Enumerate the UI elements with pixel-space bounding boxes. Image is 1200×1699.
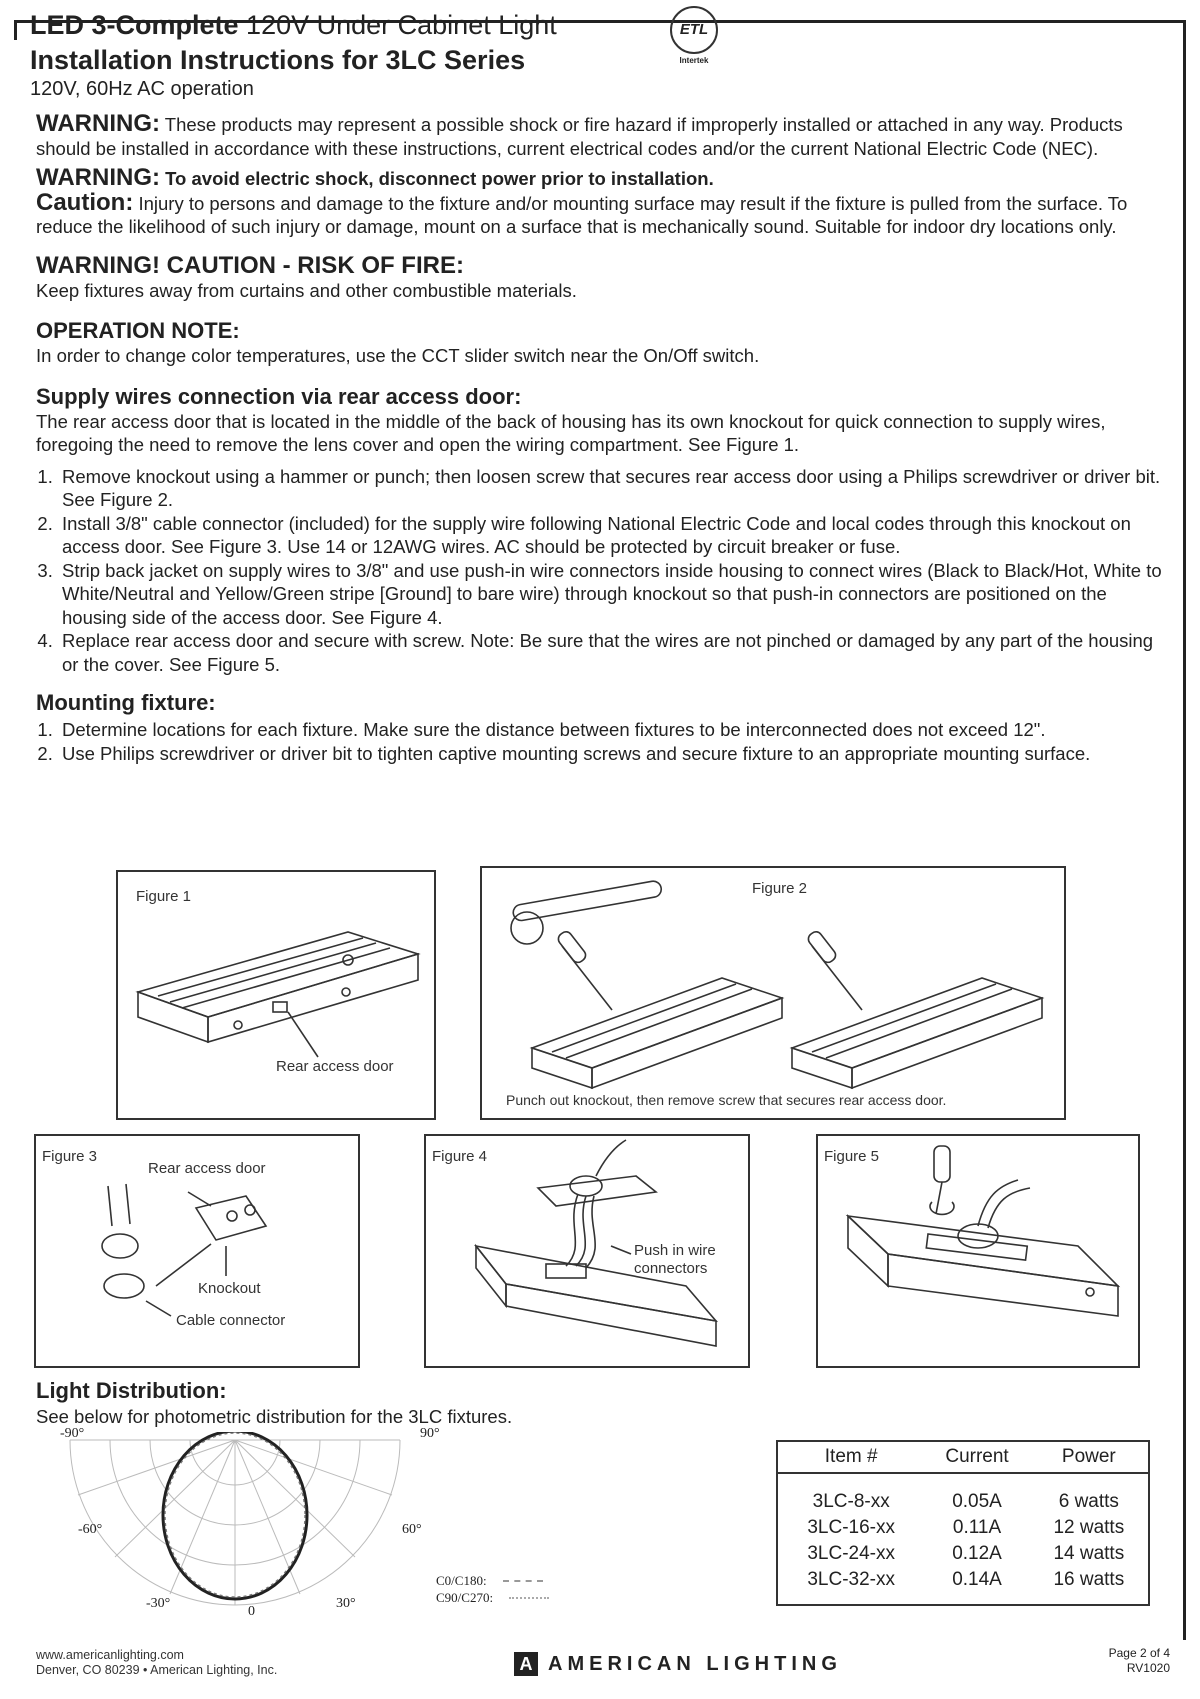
angle-label: -90°: [60, 1426, 85, 1441]
figure-2-caption: Punch out knockout, then remove screw that secures rear access door.: [506, 1092, 947, 1108]
column-header: Item #: [777, 1441, 924, 1473]
supply-step: 3. Strip back jacket on supply wires to 3/8" and use push-in wire connectors inside housing to connect wires (Black to Black/Hot, White to White/Neutral and Yellow/Green stripe [Ground] to bare wire) through knockout so that push-in connectors are positioned on the housing side of the access door. See Figure 4.: [58, 559, 1166, 630]
legend-entry: C0/C180:: [436, 1572, 549, 1589]
table-header-row: [777, 1441, 1149, 1473]
supply-wires-section: [36, 384, 1166, 677]
footer-contact: [36, 1648, 277, 1678]
fire-warning-title: WARNING! CAUTION - RISK OF FIRE:: [36, 251, 464, 279]
spec-table: [776, 1440, 1150, 1606]
table-row: 3LC-32-xx 0.14A 16 watts: [807, 1569, 1125, 1590]
rear-access-door-callout: Rear access door: [276, 1058, 394, 1075]
cable-connector-callout: Cable connector: [176, 1312, 286, 1329]
table-row: 3LC-8-xx 0.05A 6 watts: [812, 1491, 1119, 1512]
supply-steps-list: [36, 465, 1166, 677]
brand-logo: [514, 1652, 842, 1676]
figure-3: [34, 1134, 360, 1368]
angle-label: -60°: [78, 1522, 103, 1537]
table-row: 3LC-24-xx 0.12A 14 watts: [807, 1543, 1125, 1564]
figure-1: [116, 870, 436, 1120]
door-replacement-illustration: [818, 1136, 1138, 1366]
operation-note-section: [36, 318, 1166, 368]
supply-wires-title: Supply wires connection via rear access door:: [36, 383, 522, 409]
footer-page-info: [1090, 1646, 1170, 1676]
mounting-title: Mounting fixture:: [36, 690, 216, 715]
figure-1-label: Figure 1: [136, 888, 192, 905]
angle-label: 0: [248, 1604, 255, 1619]
supply-step: 4. Replace rear access door and secure with screw. Note: Be sure that the wires are not pinched or damaged by any part of the housing or the cover. See Figure 5.: [58, 629, 1166, 676]
figure-3-label: Figure 3: [42, 1148, 98, 1165]
knockout-callout: Knockout: [198, 1280, 261, 1297]
supply-step: 2. Install 3/8" cable connector (included) for the supply wire following National Electric Code and local codes through this knockout on access door. See Figure 3. Use 14 or 12AWG wires. AC should be protected by circuit breaker or fuse.: [58, 512, 1166, 559]
knockout-removal-illustration: [482, 868, 1064, 1118]
operation-note-title: OPERATION NOTE:: [36, 318, 240, 343]
supply-step: 1. Remove knockout using a hammer or punch; then loosen screw that secures rear access door using a Philips screwdriver or driver bit. See Figure 2.: [58, 465, 1166, 512]
figure-4: [424, 1134, 750, 1368]
page-number: Page 2 of 4: [1108, 1646, 1170, 1660]
light-distribution-title: Light Distribution:: [36, 1378, 227, 1403]
operation-spec: 120V, 60Hz AC operation: [30, 78, 254, 100]
mounting-section: [36, 690, 1166, 765]
supply-wires-intro: The rear access door that is located in the middle of the back of housing has its own knockout for quick connection to supply wires, foregoing the need to remove the lens cover and open the wiring compartment. See Figure 1.: [36, 410, 1106, 455]
document-header: [30, 10, 557, 101]
instructions-body: [36, 112, 1166, 765]
document-title: LED 3-Complete 120V Under Cabinet Light: [30, 10, 557, 40]
page-border-corner: [14, 20, 17, 40]
mounting-steps-list: [36, 718, 1166, 765]
brand-mark-icon: A: [514, 1652, 538, 1676]
mounting-step: 1. Determine locations for each fixture. Make sure the distance between fixtures to be interconnected does not exceed 12".: [58, 718, 1166, 742]
legend-swatch-dashed: [503, 1580, 543, 1582]
website-text: www.americanlighting.com: [36, 1648, 184, 1662]
fire-warning-section: [36, 253, 1166, 303]
figure-5-label: Figure 5: [824, 1148, 880, 1165]
fire-warning-text: Keep fixtures away from curtains and other combustible materials.: [36, 279, 577, 301]
figure-5: [816, 1134, 1140, 1368]
operation-note-text: In order to change color temperatures, use the CCT slider switch near the On/Off switch.: [36, 345, 760, 366]
figure-2-label: Figure 2: [752, 880, 808, 897]
intertek-label: Intertek: [679, 56, 709, 65]
warning-shock: WARNING: To avoid electric shock, disconnect power prior to installation.: [36, 164, 714, 191]
angle-label: 30°: [336, 1596, 356, 1611]
photometric-polar-diagram: [50, 1426, 440, 1619]
column-header: Power: [1030, 1441, 1149, 1473]
angle-label: 90°: [420, 1426, 440, 1441]
polar-legend: [436, 1572, 549, 1606]
mounting-step: 2. Use Philips screwdriver or driver bit to tighten captive mounting screws and secure fixture to an appropriate mounting surface.: [58, 742, 1166, 766]
legend-swatch-dotted: [509, 1597, 549, 1599]
figure-4-label: Figure 4: [432, 1148, 488, 1165]
angle-label: -30°: [146, 1596, 171, 1611]
light-distribution-text: See below for photometric distribution for the 3LC fixtures.: [36, 1406, 513, 1427]
etl-mark: ETL: [670, 6, 718, 54]
warning-hazard: WARNING: These products may represent a possible shock or fire hazard if improperly installed or attached in any way. Products should be installed in accordance with these instructions, current electrical codes and/or the current National Electric Code (NEC).: [36, 110, 1123, 159]
polar-chart: [50, 1432, 430, 1612]
revision-code: RV1020: [1126, 1661, 1170, 1675]
etl-certification-logo: [664, 6, 724, 68]
document-subtitle: Installation Instructions for 3LC Series: [30, 45, 526, 75]
rear-access-door-callout: Rear access door: [148, 1160, 266, 1177]
brand-name: AMERICAN LIGHTING: [548, 1652, 842, 1675]
column-header: Current: [924, 1441, 1029, 1473]
push-in-wire-connectors-callout: Push in wire connectors: [634, 1242, 716, 1277]
fixture-illustration: [118, 872, 434, 1118]
address-text: Denver, CO 80239 • American Lighting, Inc.: [36, 1663, 278, 1677]
legend-entry: C90/C270:: [436, 1589, 549, 1606]
figure-2: [480, 866, 1066, 1120]
angle-label: 60°: [402, 1522, 422, 1537]
table-row: 3LC-16-xx 0.11A 12 watts: [807, 1517, 1125, 1538]
caution-mounting: Caution: Injury to persons and damage to the fixture and/or mounting surface may result if the fixture is pulled from the surface. To reduce the likelihood of such injury or damage, mount on a surface that is mechanically sound. Suitable for indoor dry locations only.: [36, 188, 1128, 237]
